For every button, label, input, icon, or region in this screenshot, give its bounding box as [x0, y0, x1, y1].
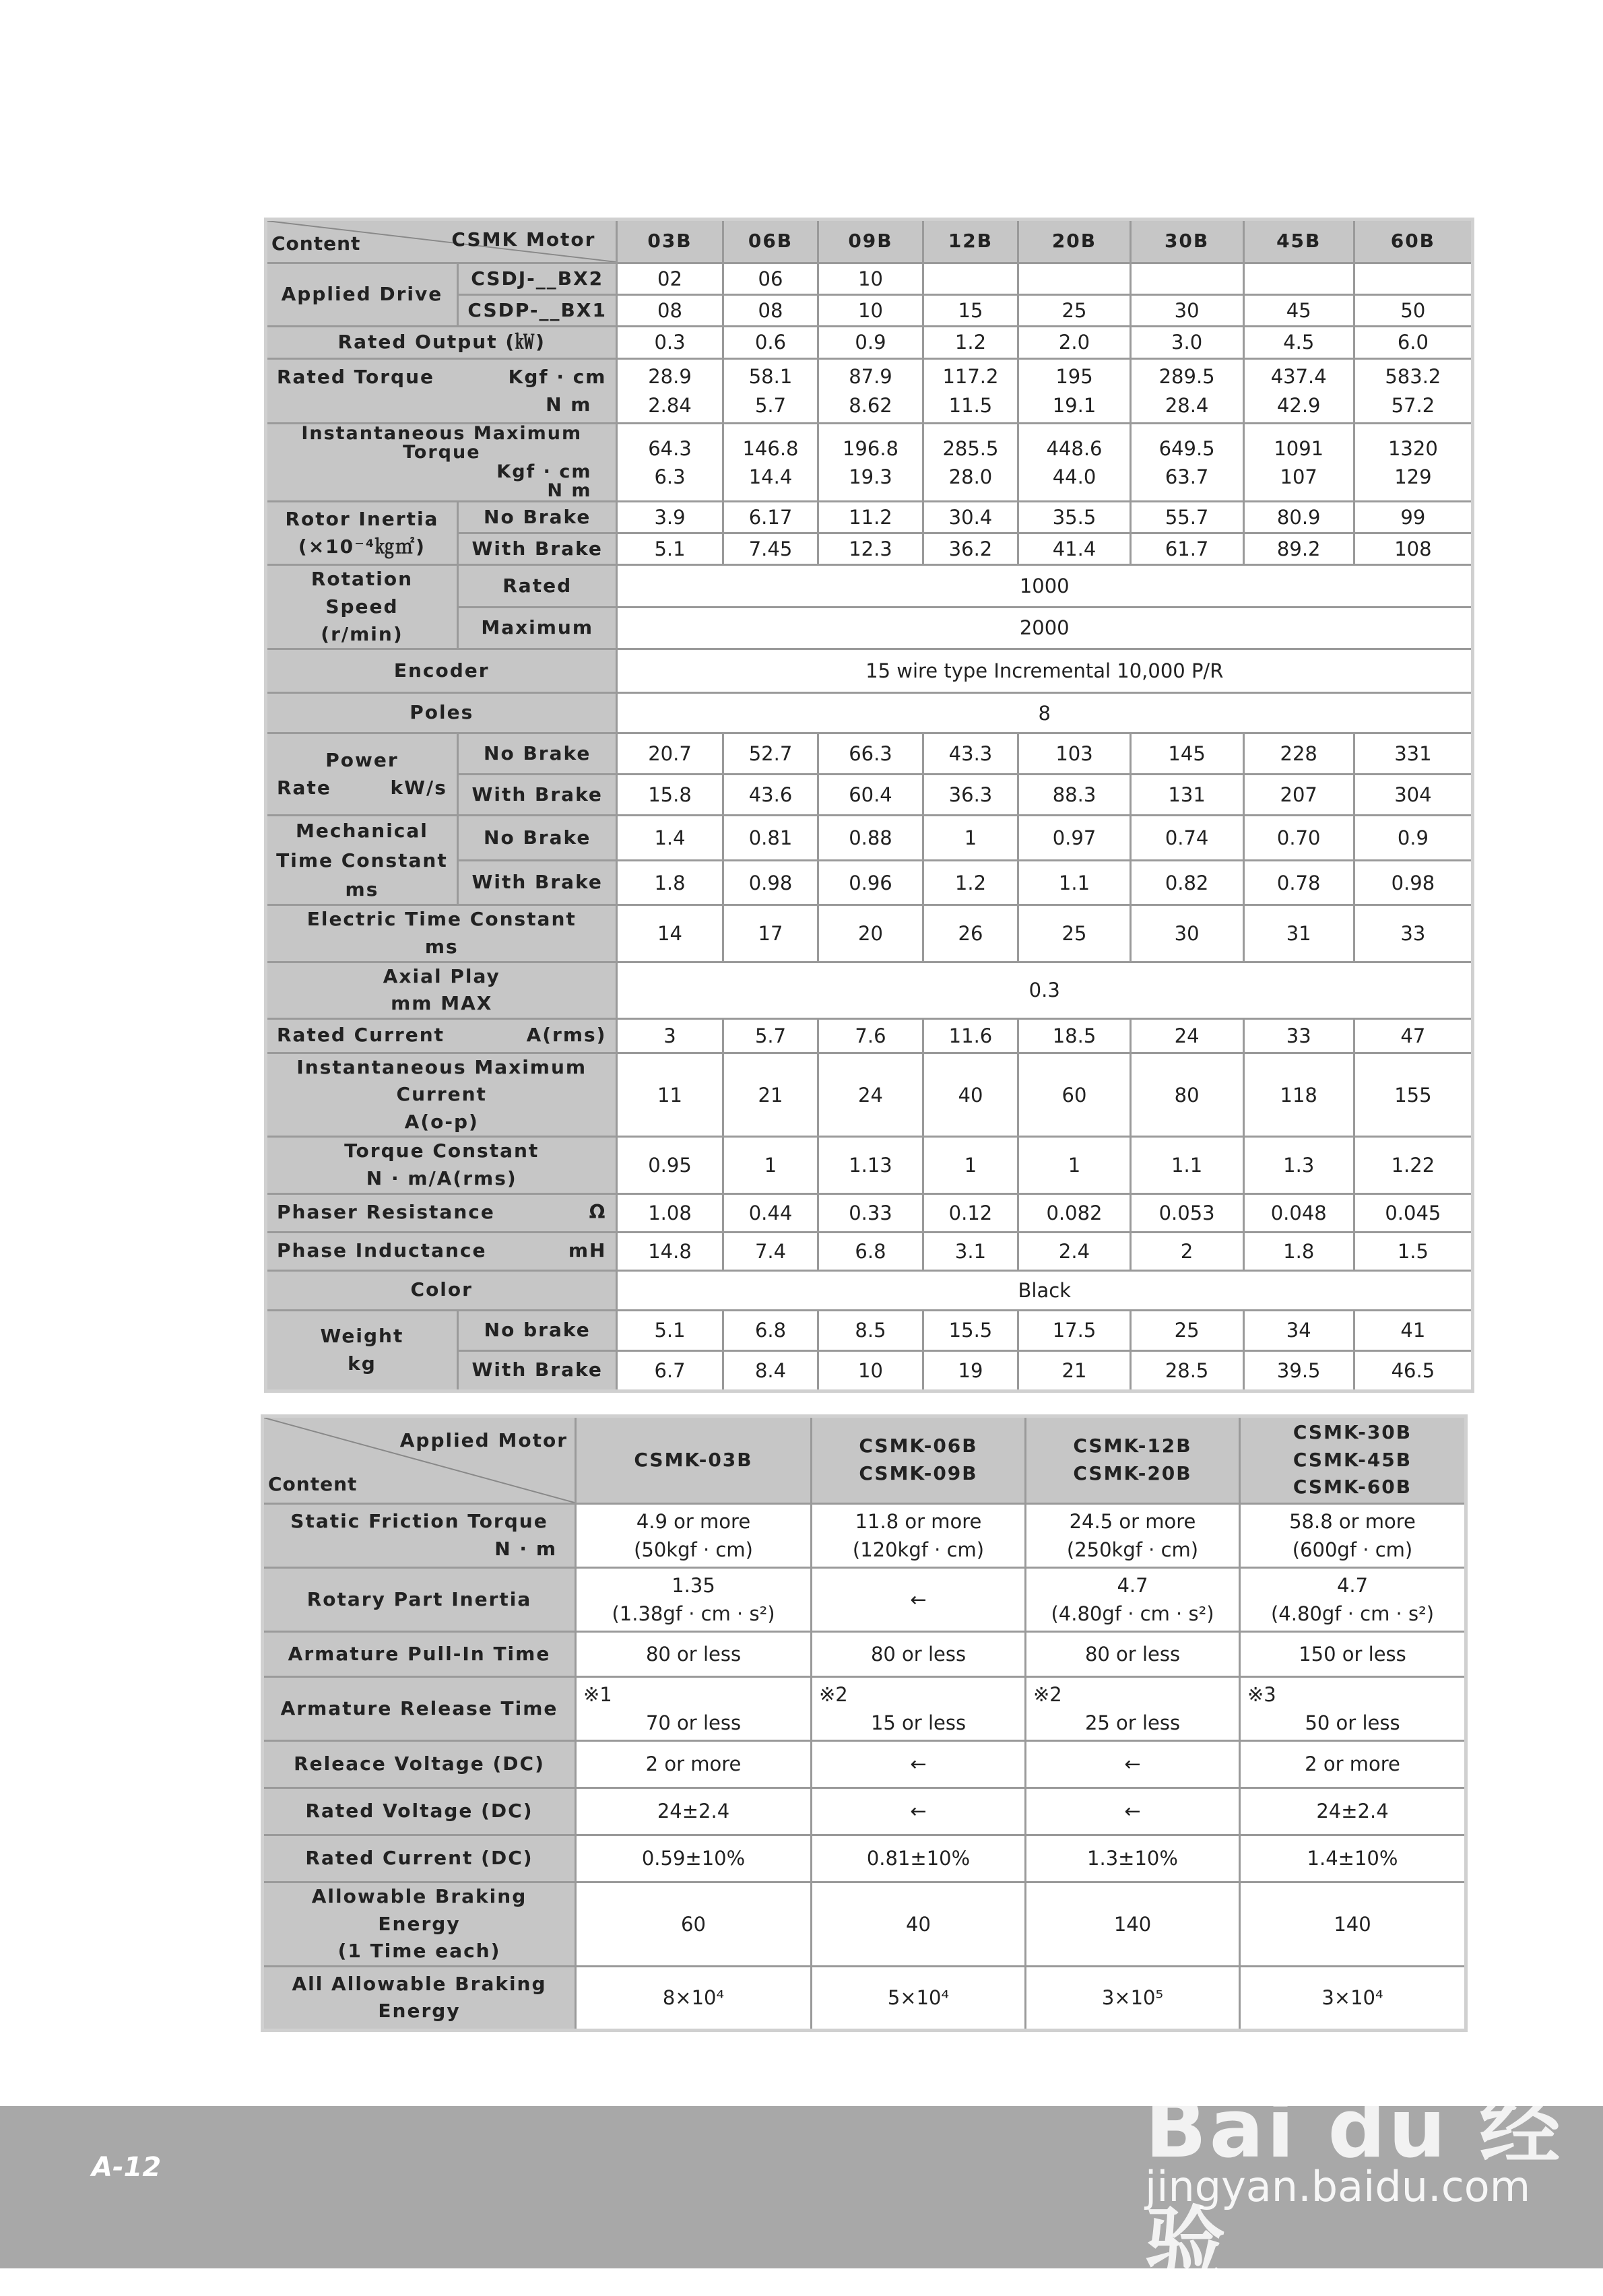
table-cell: 7.45	[723, 533, 818, 565]
table-cell: ←	[812, 1788, 1026, 1835]
page-number: A-12	[92, 2152, 162, 2183]
table-cell: 155	[1354, 1053, 1472, 1137]
row-label-rated-voltage: Rated Voltage (DC)	[263, 1788, 576, 1835]
table-cell: 5.1	[617, 1310, 723, 1350]
row-label-release-time: Armature Release Time	[263, 1677, 576, 1741]
header-content-label: Content	[268, 1473, 358, 1496]
table-cell: 61.7	[1130, 533, 1243, 565]
table-cell: 15.5	[923, 1310, 1018, 1350]
table-cell: 25	[1018, 905, 1130, 962]
table-cell: 30	[1130, 905, 1243, 962]
row-sublabel: With Brake	[457, 860, 617, 905]
table-cell: 3×10⁵	[1026, 1966, 1240, 2030]
table-cell: 1.5	[1354, 1232, 1472, 1270]
table-cell: 331	[1354, 733, 1472, 775]
row-label-mechanical-tc: Mechanical Time Constant ms	[266, 816, 458, 905]
row-label-weight: Weight kg	[266, 1310, 458, 1391]
table-cell	[923, 263, 1018, 295]
model-header: 12B	[923, 220, 1018, 263]
table-cell: 0.045	[1354, 1193, 1472, 1232]
table-cell: 1.8	[1243, 1232, 1354, 1270]
table-cell: 0.98	[1354, 860, 1472, 905]
table-cell: 145	[1130, 733, 1243, 775]
table-cell: 0.3	[617, 327, 723, 359]
table-cell: 08	[723, 295, 818, 327]
table-cell: 1.4±10%	[1240, 1835, 1466, 1882]
row-label-braking-energy: Allowable Braking Energy (1 Time each)	[263, 1882, 576, 1967]
table-cell: 1	[923, 1137, 1018, 1193]
table-cell: 0.96	[818, 860, 923, 905]
table-cell: 7.4	[723, 1232, 818, 1270]
table-cell: 18.5	[1018, 1018, 1130, 1053]
motor-col-header: CSMK-12B CSMK-20B	[1026, 1416, 1240, 1504]
table-cell: 0.9	[818, 327, 923, 359]
table-cell: 1	[723, 1137, 818, 1193]
motor-spec-table	[264, 218, 1474, 1393]
row-label-rotation-speed: Rotation Speed (r/min)	[266, 565, 458, 649]
table-cell: 5.7	[723, 1018, 818, 1053]
table-cell: 140	[1026, 1882, 1240, 1967]
row-sublabel: No brake	[457, 1310, 617, 1350]
table-cell: 36.3	[923, 775, 1018, 816]
table-cell: 60	[1018, 1053, 1130, 1137]
table-cell: 4.9 or more (50kgf · cm)	[576, 1504, 812, 1568]
unit-text: N m	[546, 393, 592, 416]
row-label-rated-current: Rated Current A(rms)	[266, 1018, 617, 1053]
table-cell: 140	[1240, 1882, 1466, 1967]
table-cell: 55.7	[1130, 502, 1243, 533]
table-cell-span: 2000	[617, 607, 1473, 649]
model-header: 09B	[818, 220, 923, 263]
table-cell: 60.4	[818, 775, 923, 816]
table-cell: 80 or less	[1026, 1632, 1240, 1677]
table-cell: 1.2	[923, 860, 1018, 905]
header-motor-label: CSMK Motor	[451, 228, 596, 251]
table-cell: 21	[723, 1053, 818, 1137]
table-cell: 0.78	[1243, 860, 1354, 905]
table-cell: 0.44	[723, 1193, 818, 1232]
row-label-color: Color	[266, 1270, 617, 1310]
row-label-axial-play: Axial Play mm MAX	[266, 962, 617, 1018]
table-cell: 0.048	[1243, 1193, 1354, 1232]
table-cell: 0.88	[818, 816, 923, 861]
table-cell-span: 0.3	[617, 962, 1473, 1018]
row-label-rated-torque	[266, 359, 617, 424]
row-sublabel: CSDJ-__BX2	[457, 263, 617, 295]
row-sublabel: With Brake	[457, 533, 617, 565]
table-cell: 34	[1243, 1310, 1354, 1350]
table-cell: 1.8	[617, 860, 723, 905]
row-sublabel: No Brake	[457, 733, 617, 775]
model-header: 30B	[1130, 220, 1243, 263]
table-cell: 146.8 14.4	[723, 424, 818, 502]
table-cell: 21	[1018, 1350, 1130, 1391]
row-sublabel: No Brake	[457, 502, 617, 533]
row-label-rated-current-dc: Rated Current (DC)	[263, 1835, 576, 1882]
row-label-applied-drive: Applied Drive	[266, 263, 458, 327]
label-text: Rated Torque	[277, 365, 435, 388]
table-cell: 1.3	[1243, 1137, 1354, 1193]
row-label-rotary-inertia: Rotary Part Inertia	[263, 1568, 576, 1632]
table-cell: 1.13	[818, 1137, 923, 1193]
table-cell: 33	[1354, 905, 1472, 962]
row-label-release-voltage: Releace Voltage (DC)	[263, 1741, 576, 1788]
table-cell: 117.2 11.5	[923, 359, 1018, 424]
row-sublabel: With Brake	[457, 1350, 617, 1391]
table-cell: 06	[723, 263, 818, 295]
table-cell	[1243, 263, 1354, 295]
table-cell: 3.1	[923, 1232, 1018, 1270]
label-text: Instantaneous Maximum Torque	[301, 423, 583, 463]
table-cell-span: 15 wire type Incremental 10,000 P/R	[617, 649, 1473, 693]
table-cell: 289.5 28.4	[1130, 359, 1243, 424]
table-cell: 649.5 63.7	[1130, 424, 1243, 502]
table-cell: ←	[1026, 1788, 1240, 1835]
table-cell: 02	[617, 263, 723, 295]
table-cell: ※2 25 or less	[1026, 1677, 1240, 1741]
table-cell: 58.8 or more (600gf · cm)	[1240, 1504, 1466, 1568]
model-header: 20B	[1018, 220, 1130, 263]
table-cell: 1.4	[617, 816, 723, 861]
table-cell: 43.3	[923, 733, 1018, 775]
table-cell: 28.5	[1130, 1350, 1243, 1391]
row-label-power-rate: Power Rate kW/s	[266, 733, 458, 816]
table-cell: 14	[617, 905, 723, 962]
table-cell: 0.9	[1354, 816, 1472, 861]
table-cell: 2	[1130, 1232, 1243, 1270]
table-cell: 47	[1354, 1018, 1472, 1053]
table-cell: 437.4 42.9	[1243, 359, 1354, 424]
table-cell: 28.9 2.84	[617, 359, 723, 424]
table-cell: 15	[923, 295, 1018, 327]
table-cell: 10	[818, 295, 923, 327]
table-cell: 118	[1243, 1053, 1354, 1137]
table-cell: 8.4	[723, 1350, 818, 1391]
table-cell: 3.0	[1130, 327, 1243, 359]
model-header: 06B	[723, 220, 818, 263]
table-cell: 0.81	[723, 816, 818, 861]
table-cell	[1130, 263, 1243, 295]
table-cell: 15.8	[617, 775, 723, 816]
row-sublabel: CSDP-__BX1	[457, 295, 617, 327]
table-cell: 11	[617, 1053, 723, 1137]
table-cell: 0.6	[723, 327, 818, 359]
table-cell: 24.5 or more (250kgf · cm)	[1026, 1504, 1240, 1568]
table-cell: 40	[923, 1053, 1018, 1137]
table-cell: 31	[1243, 905, 1354, 962]
row-sublabel: Rated	[457, 565, 617, 607]
row-label-rated-output: Rated Output (㎾)	[266, 327, 617, 359]
table-cell: 3×10⁴	[1240, 1966, 1466, 2030]
table-cell: 58.1 5.7	[723, 359, 818, 424]
brake-spec-table	[261, 1414, 1468, 2032]
table-cell: 08	[617, 295, 723, 327]
table-cell: 2.0	[1018, 327, 1130, 359]
row-sublabel: No Brake	[457, 816, 617, 861]
row-label-encoder: Encoder	[266, 649, 617, 693]
table-cell: 89.2	[1243, 533, 1354, 565]
table-cell: 19	[923, 1350, 1018, 1391]
table-cell: 20	[818, 905, 923, 962]
watermark-logo: Bai du 经验	[1145, 2082, 1563, 2292]
table-cell: 1320 129	[1354, 424, 1472, 502]
table-cell: 0.12	[923, 1193, 1018, 1232]
model-header: 45B	[1243, 220, 1354, 263]
header-content-label: Content	[271, 232, 361, 255]
table-cell: 6.7	[617, 1350, 723, 1391]
table-cell: 0.82	[1130, 860, 1243, 905]
table-cell: 50	[1354, 295, 1472, 327]
table-cell: 103	[1018, 733, 1130, 775]
table-cell: 0.082	[1018, 1193, 1130, 1232]
table-cell: 26	[923, 905, 1018, 962]
motor-col-header: CSMK-03B	[576, 1416, 812, 1504]
table-cell: 1	[1018, 1137, 1130, 1193]
table-cell: 150 or less	[1240, 1632, 1466, 1677]
table-cell: 207	[1243, 775, 1354, 816]
table-cell: 0.98	[723, 860, 818, 905]
header-motor-label: Applied Motor	[399, 1429, 568, 1451]
table-cell: 36.2	[923, 533, 1018, 565]
table-cell: 25	[1018, 295, 1130, 327]
table-cell: 4.7 (4.80gf · cm · s²)	[1026, 1568, 1240, 1632]
unit-text: N m	[547, 480, 592, 502]
row-label-torque-constant: Torque Constant N · m/A(rms)	[266, 1137, 617, 1193]
motor-col-header: CSMK-06B CSMK-09B	[812, 1416, 1026, 1504]
row-label-rotor-inertia: Rotor Inertia (×10⁻⁴㎏㎡)	[266, 502, 458, 565]
table-cell-span: 8	[617, 693, 1473, 733]
row-label-inst-max-torque	[266, 424, 617, 502]
table-cell: 41.4	[1018, 533, 1130, 565]
row-label-inst-max-current: Instantaneous Maximum Current A(o-p)	[266, 1053, 617, 1137]
table-cell: 195 19.1	[1018, 359, 1130, 424]
row-sublabel: With Brake	[457, 775, 617, 816]
table-cell: 99	[1354, 502, 1472, 533]
table-cell: 45	[1243, 295, 1354, 327]
table-cell: 12.3	[818, 533, 923, 565]
table-cell: 1.08	[617, 1193, 723, 1232]
table-cell: 46.5	[1354, 1350, 1472, 1391]
table-corner-header	[266, 220, 617, 263]
motor-col-header: CSMK-30B CSMK-45B CSMK-60B	[1240, 1416, 1466, 1504]
table-cell: 52.7	[723, 733, 818, 775]
table-cell: 0.95	[617, 1137, 723, 1193]
table-cell: 14.8	[617, 1232, 723, 1270]
table-cell: 80 or less	[812, 1632, 1026, 1677]
row-label-phase-resistance: Phaser Resistance Ω	[266, 1193, 617, 1232]
table-cell: 0.97	[1018, 816, 1130, 861]
table-cell: 17	[723, 905, 818, 962]
table-cell: 80.9	[1243, 502, 1354, 533]
table-cell: 4.5	[1243, 327, 1354, 359]
table-cell: 5×10⁴	[812, 1966, 1026, 2030]
table-cell: 24	[1130, 1018, 1243, 1053]
table-cell: 10	[818, 263, 923, 295]
table-cell: 17.5	[1018, 1310, 1130, 1350]
row-label-electric-tc: Electric Time Constant ms	[266, 905, 617, 962]
unit-text: Kgf · cm	[508, 365, 607, 388]
table-cell: 30.4	[923, 502, 1018, 533]
table-cell: ※2 15 or less	[812, 1677, 1026, 1741]
table-cell: 24±2.4	[1240, 1788, 1466, 1835]
table-corner-header	[263, 1416, 576, 1504]
table-cell: 1.1	[1130, 1137, 1243, 1193]
table-cell: 35.5	[1018, 502, 1130, 533]
row-label-all-braking-energy: All Allowable Braking Energy	[263, 1966, 576, 2030]
table-cell: 11.2	[818, 502, 923, 533]
table-cell: 88.3	[1018, 775, 1130, 816]
table-cell: ※1 70 or less	[576, 1677, 812, 1741]
model-header: 60B	[1354, 220, 1472, 263]
table-cell: 0.70	[1243, 816, 1354, 861]
table-cell: 39.5	[1243, 1350, 1354, 1391]
table-cell: 304	[1354, 775, 1472, 816]
table-cell: ←	[1026, 1741, 1240, 1788]
table-cell: 6.17	[723, 502, 818, 533]
row-label-poles: Poles	[266, 693, 617, 733]
table-cell: 2.4	[1018, 1232, 1130, 1270]
table-cell: 80	[1130, 1053, 1243, 1137]
table-cell: 87.9 8.62	[818, 359, 923, 424]
table-cell: 25	[1130, 1310, 1243, 1350]
table-cell: 30	[1130, 295, 1243, 327]
table-cell: 3	[617, 1018, 723, 1053]
table-cell: 24	[818, 1053, 923, 1137]
table-cell: 6.8	[723, 1310, 818, 1350]
table-cell: 3.9	[617, 502, 723, 533]
table-cell: ←	[812, 1741, 1026, 1788]
watermark-url: jingyan.baidu.com	[1145, 2162, 1531, 2211]
table-cell: 41	[1354, 1310, 1472, 1350]
table-cell: 4.7 (4.80gf · cm · s²)	[1240, 1568, 1466, 1632]
table-cell: 8.5	[818, 1310, 923, 1350]
table-cell: 64.3 6.3	[617, 424, 723, 502]
row-label-phase-inductance: Phase Inductance mH	[266, 1232, 617, 1270]
table-cell: 40	[812, 1882, 1026, 1967]
table-cell: 285.5 28.0	[923, 424, 1018, 502]
table-cell: 448.6 44.0	[1018, 424, 1130, 502]
table-cell: ←	[812, 1568, 1026, 1632]
table-cell: 8×10⁴	[576, 1966, 812, 2030]
table-cell: 0.053	[1130, 1193, 1243, 1232]
table-cell: 6.8	[818, 1232, 923, 1270]
table-cell: 196.8 19.3	[818, 424, 923, 502]
table-cell: 80 or less	[576, 1632, 812, 1677]
table-cell: 24±2.4	[576, 1788, 812, 1835]
table-cell: 11.6	[923, 1018, 1018, 1053]
table-cell: 33	[1243, 1018, 1354, 1053]
row-sublabel: Maximum	[457, 607, 617, 649]
table-cell: 66.3	[818, 733, 923, 775]
table-cell: 1.22	[1354, 1137, 1472, 1193]
row-label-static-friction: Static Friction Torque N · m	[263, 1504, 576, 1568]
table-cell: 228	[1243, 733, 1354, 775]
table-cell: 1.1	[1018, 860, 1130, 905]
table-cell: 60	[576, 1882, 812, 1967]
table-cell: 43.6	[723, 775, 818, 816]
table-cell: 131	[1130, 775, 1243, 816]
table-cell-span: Black	[617, 1270, 1473, 1310]
table-cell	[1354, 263, 1472, 295]
table-cell: 5.1	[617, 533, 723, 565]
table-cell: 0.81±10%	[812, 1835, 1026, 1882]
table-cell: 1.35 (1.38gf · cm · s²)	[576, 1568, 812, 1632]
table-cell: 583.2 57.2	[1354, 359, 1472, 424]
table-cell	[1018, 263, 1130, 295]
row-label-pull-in: Armature Pull-In Time	[263, 1632, 576, 1677]
unit-text: Kgf · cm	[496, 461, 592, 482]
table-cell: 2 or more	[1240, 1741, 1466, 1788]
table-cell: 2 or more	[576, 1741, 812, 1788]
table-cell: 20.7	[617, 733, 723, 775]
table-cell: 1	[923, 816, 1018, 861]
table-cell: 10	[818, 1350, 923, 1391]
table-cell: 11.8 or more (120kgf · cm)	[812, 1504, 1026, 1568]
table-cell: 1.3±10%	[1026, 1835, 1240, 1882]
table-cell: 108	[1354, 533, 1472, 565]
table-cell: 0.33	[818, 1193, 923, 1232]
table-cell: 7.6	[818, 1018, 923, 1053]
table-cell-span: 1000	[617, 565, 1473, 607]
table-cell: 1.2	[923, 327, 1018, 359]
table-cell: 6.0	[1354, 327, 1472, 359]
table-cell: ※3 50 or less	[1240, 1677, 1466, 1741]
table-cell: 0.59±10%	[576, 1835, 812, 1882]
model-header: 03B	[617, 220, 723, 263]
table-cell: 0.74	[1130, 816, 1243, 861]
table-cell: 1091 107	[1243, 424, 1354, 502]
